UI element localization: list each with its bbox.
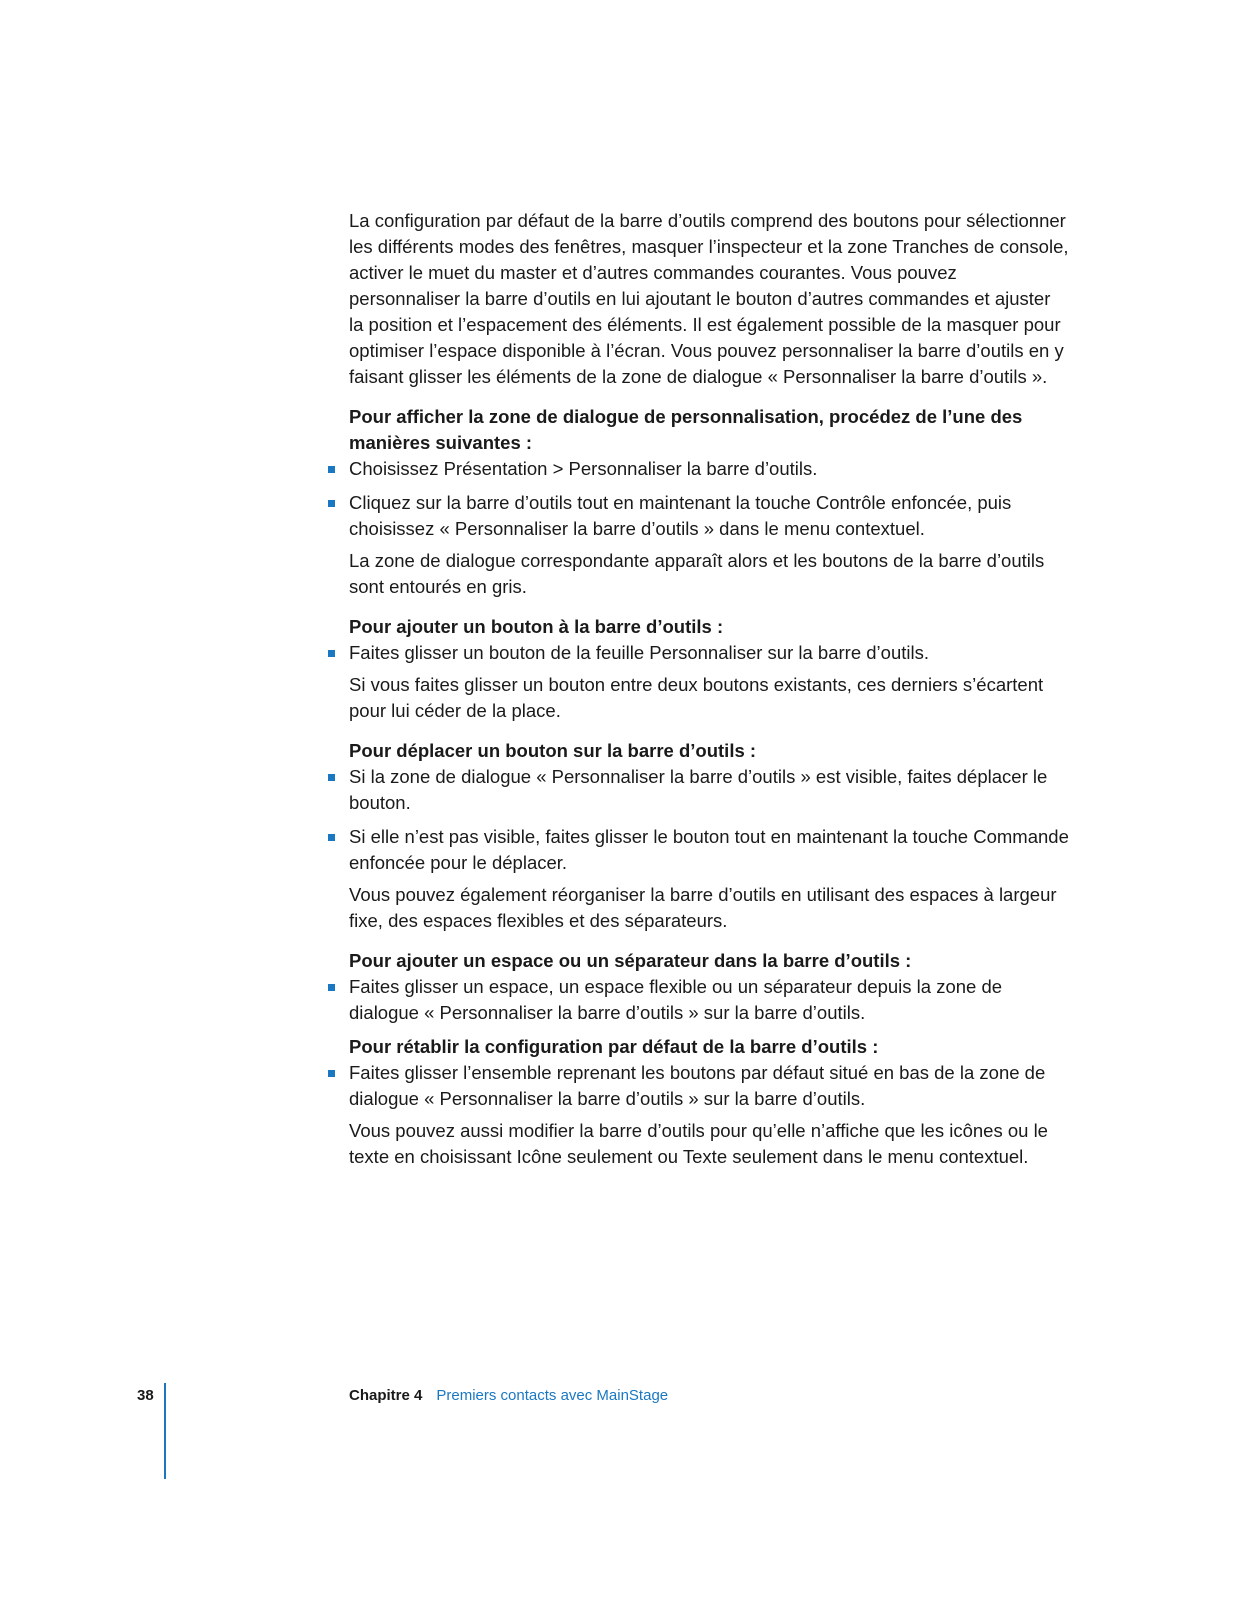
intro-paragraph: La configuration par défaut de la barre d’outils comprend des boutons pour sélectionner les différents modes des fenêtres, masquer l’inspecteur et la zone Tranches de console, activer le muet du master et d’autres commandes courantes. Vous pouvez personnaliser la barre d’outils en lui ajoutant le bouton d’autres commandes et ajuster la position et l’espacement des éléments. Il est également possible de la masquer pour optimiser l’espace disponible à l’écran. Vous pouvez personnaliser la barre d’outils en y faisant glisser les éléments de la zone de dialogue « Personnaliser la barre d’outils ». [349,210,1069,387]
bullet-list [349,640,1069,666]
bullet-list [349,764,1069,876]
bullet-list [349,456,1069,542]
section-move-button [349,738,1069,934]
section-restore-default [349,1034,1069,1170]
footer-rule [164,1383,166,1479]
footer-chapter [349,1387,668,1404]
task-heading: Pour rétablir la configuration par défaut de la barre d’outils : [349,1036,879,1057]
section-note: Vous pouvez également réorganiser la barre d’outils en utilisant des espaces à largeur fixe, des espaces flexibles et des séparateurs. [349,884,1057,931]
section-note: Si vous faites glisser un bouton entre deux boutons existants, ces derniers s’écartent pour lui céder de la place. [349,674,1044,721]
bullet-icon [328,650,335,657]
list-item: Choisissez Présentation > Personnaliser la barre d’outils. [349,456,1069,482]
task-heading: Pour afficher la zone de dialogue de personnalisation, procédez de l’une des manières suivantes : [349,406,1023,453]
list-item: Si la zone de dialogue « Personnaliser la barre d’outils » est visible, faites déplacer le bouton. [349,764,1069,816]
task-heading: Pour déplacer un bouton sur la barre d’outils : [349,740,757,761]
task-heading: Pour ajouter un espace ou un séparateur dans la barre d’outils : [349,950,912,971]
section-add-button [349,614,1069,724]
list-item: Faites glisser un espace, un espace flexible ou un séparateur depuis la zone de dialogue « Personnaliser la barre d’outils » sur la barre d’outils. [349,974,1069,1026]
section-customize-dialog [349,404,1069,600]
bullet-icon [328,774,335,781]
list-item: Si elle n’est pas visible, faites glisser le bouton tout en maintenant la touche Commande enfoncée pour le déplacer. [349,824,1069,876]
list-item: Cliquez sur la barre d’outils tout en maintenant la touche Contrôle enfoncée, puis choisissez « Personnaliser la barre d’outils » dans le menu contextuel. [349,490,1069,542]
page-content [349,208,1069,1184]
section-add-space [349,948,1069,1026]
list-item: Faites glisser l’ensemble reprenant les boutons par défaut situé en bas de la zone de dialogue « Personnaliser la barre d’outils » sur la barre d’outils. [349,1060,1069,1112]
section-note: Vous pouvez aussi modifier la barre d’outils pour qu’elle n’affiche que les icônes ou le texte en choisissant Icône seulement ou Texte seulement dans le menu contextuel. [349,1120,1048,1167]
bullet-icon [328,1070,335,1077]
chapter-title: Premiers contacts avec MainStage [436,1387,669,1404]
page-number: 38 [137,1387,154,1404]
bullet-list [349,974,1069,1026]
bullet-icon [328,984,335,991]
section-note: La zone de dialogue correspondante apparaît alors et les boutons de la barre d’outils sont entourés en gris. [349,550,1045,597]
bullet-icon [328,500,335,507]
bullet-icon [328,834,335,841]
list-item: Faites glisser un bouton de la feuille Personnaliser sur la barre d’outils. [349,640,1069,666]
bullet-icon [328,466,335,473]
chapter-label: Chapitre 4 [349,1387,423,1404]
bullet-list [349,1060,1069,1112]
task-heading: Pour ajouter un bouton à la barre d’outils : [349,616,724,637]
